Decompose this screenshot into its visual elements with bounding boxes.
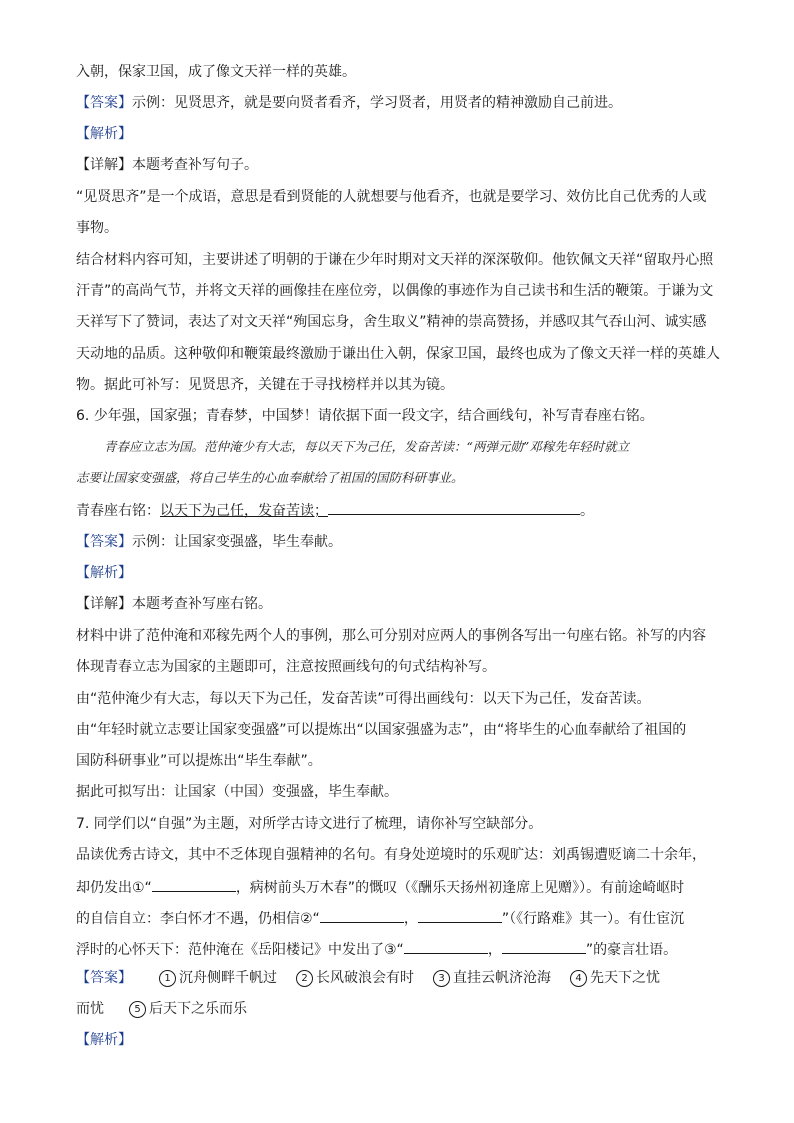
text-line: 品读优秀古诗文，其中不乏体现自强精神的名句。有身处逆境时的乐观旷达：刘禹锡遭贬谪二十余年， xyxy=(76,847,706,863)
answer-tag: 【答案】 xyxy=(76,534,132,550)
answer-list xyxy=(76,968,660,988)
circled-number: 2 xyxy=(296,970,313,987)
text-line: 由“范仲淹少有大志，每以天下为己任，发奋苦读”可得出画线句：以天下为己任，发奋苦读。 xyxy=(76,691,651,707)
answer-item: 先天下之忧 xyxy=(590,970,660,986)
question-7: 7. 同学们以“自强”为主题，对所学古诗文进行了梳理，请你补写空缺部分。 xyxy=(76,816,543,832)
detail-line xyxy=(76,594,272,614)
motto-label: 青春座右铭： xyxy=(76,503,160,519)
circled-number: 1 xyxy=(159,970,176,987)
analysis-tag: 【解析】 xyxy=(76,565,132,581)
answer-item: 而忧 xyxy=(76,1001,104,1017)
text-line: 汗青”的高尚气节，并将文天祥的画像挂在座位旁，以偶像的事迹作为自己读书和生活的鞭策。于谦为文 xyxy=(76,283,714,299)
answer-blank xyxy=(328,500,580,515)
text-line: “见贤思齐”是一个成语，意思是看到贤能的人就想要与他看齐，也就是要学习、效仿比自己优秀的人或 xyxy=(76,189,707,205)
text-part: 却仍发出①“ xyxy=(76,880,152,896)
paragraph-text: 入朝，保家卫国，成了像文天祥一样的英雄。 xyxy=(76,64,356,80)
text-line xyxy=(76,62,356,82)
answer-item: 长风破浪会有时 xyxy=(316,970,414,986)
question-6: 6. 少年强，国家强；青春梦，中国梦！请依据下面一段文字，结合画线句，补写青春座右铭。 xyxy=(76,408,654,424)
underlined-sentence: 以天下为己任，发奋苦读； xyxy=(160,503,328,519)
motto-line xyxy=(76,500,594,521)
text-part: 的自信自立：李白怀才不遇，仍相信②“ xyxy=(76,911,320,927)
material-quote: 志要让国家变强盛，将自己毕生的心血奉献给了祖国的国防科研事业。 xyxy=(76,470,464,485)
answer-text: 示例：让国家变强盛，毕生奉献。 xyxy=(132,534,342,550)
text-line: 物。据此可补写：见贤思齐，关键在于寻找榜样并以其为镜。 xyxy=(76,377,454,393)
answer-line xyxy=(76,93,622,113)
text-line: 天祥写下了赞词，表达了对文天祥“殉国忘身，舍生取义”精神的崇高赞扬，并感叹其气吞山河、诚实感 xyxy=(76,314,707,330)
detail-tag: 【详解】 xyxy=(76,157,132,173)
detail-text: 本题考查补写句子。 xyxy=(132,157,258,173)
material-quote: 青春应立志为国。范仲淹少有大志，每以天下为己任，发奋苦读：“两弹元勋”邓稼先年轻时就立 xyxy=(104,439,630,454)
detail-tag: 【详解】 xyxy=(76,596,132,612)
detail-line xyxy=(76,155,258,175)
period: 。 xyxy=(580,503,594,519)
answer-text: 示例：见贤思齐，就是要向贤者看齐，学习贤者，用贤者的精神激励自己前进。 xyxy=(132,95,622,111)
text-part: 浮时的心怀天下：范仲淹在《岳阳楼记》中发出了③“ xyxy=(76,942,404,958)
answer-tag: 【答案】 xyxy=(76,95,132,111)
circled-number: 4 xyxy=(570,970,587,987)
text-part: ”的豪言壮语。 xyxy=(585,942,678,958)
answer-list-continued xyxy=(76,999,247,1019)
text-line: 材料中讲了范仲淹和邓稼先两个人的事例，那么可分别对应两人的事例各写出一句座右铭。补写的内容 xyxy=(76,628,706,644)
answer-blank xyxy=(418,908,502,923)
answer-item: 后天下之乐而乐 xyxy=(149,1001,247,1017)
text-line: 事物。 xyxy=(76,220,118,236)
text-part: ， xyxy=(487,942,502,958)
text-part: ，病树前头万木春”的慨叹（《酬乐天扬州初逢席上见赠》）。有前途崎岖时 xyxy=(235,880,685,896)
text-line: 天动地的品质。这种敬仰和鞭策最终激励于谦出仕入朝，保家卫国，最终也成为了像文天祥一样的英雄人 xyxy=(76,346,720,362)
text-part: ， xyxy=(403,911,418,927)
text-line xyxy=(76,877,684,898)
text-line xyxy=(76,908,684,929)
analysis-tag: 【解析】 xyxy=(76,1032,132,1048)
answer-item: 沉舟侧畔千帆过 xyxy=(179,970,277,986)
circled-number: 5 xyxy=(129,1001,146,1018)
answer-blank xyxy=(152,877,236,892)
answer-tag: 【答案】 xyxy=(76,970,132,986)
text-line: 国防科研事业”可以提炼出“毕生奉献”。 xyxy=(76,753,322,769)
analysis-tag: 【解析】 xyxy=(76,126,132,142)
text-line: 结合材料内容可知，主要讲述了明朝的于谦在少年时期对文天祥的深深敬仰。他钦佩文天祥“留取丹心照 xyxy=(76,252,714,268)
answer-item: 直挂云帆济沧海 xyxy=(453,970,551,986)
answer-blank xyxy=(502,939,586,954)
text-line: 体现青春立志为国家的主题即可，注意按照画线句的句式结构补写。 xyxy=(76,659,496,675)
answer-line xyxy=(76,532,342,552)
text-line: 由“年轻时就立志要让国家变强盛”可以提炼出“以国家强盛为志”，由“将毕生的心血奉献给了祖国的 xyxy=(76,722,687,738)
text-part: ”（《行路难》其一）。有仕宦沉 xyxy=(501,911,685,927)
text-line xyxy=(76,939,677,960)
answer-blank xyxy=(404,939,488,954)
text-line: 据此可拟写出：让国家（中国）变强盛，毕生奉献。 xyxy=(76,784,398,800)
detail-text: 本题考查补写座右铭。 xyxy=(132,596,272,612)
circled-number: 3 xyxy=(433,970,450,987)
answer-blank xyxy=(320,908,404,923)
